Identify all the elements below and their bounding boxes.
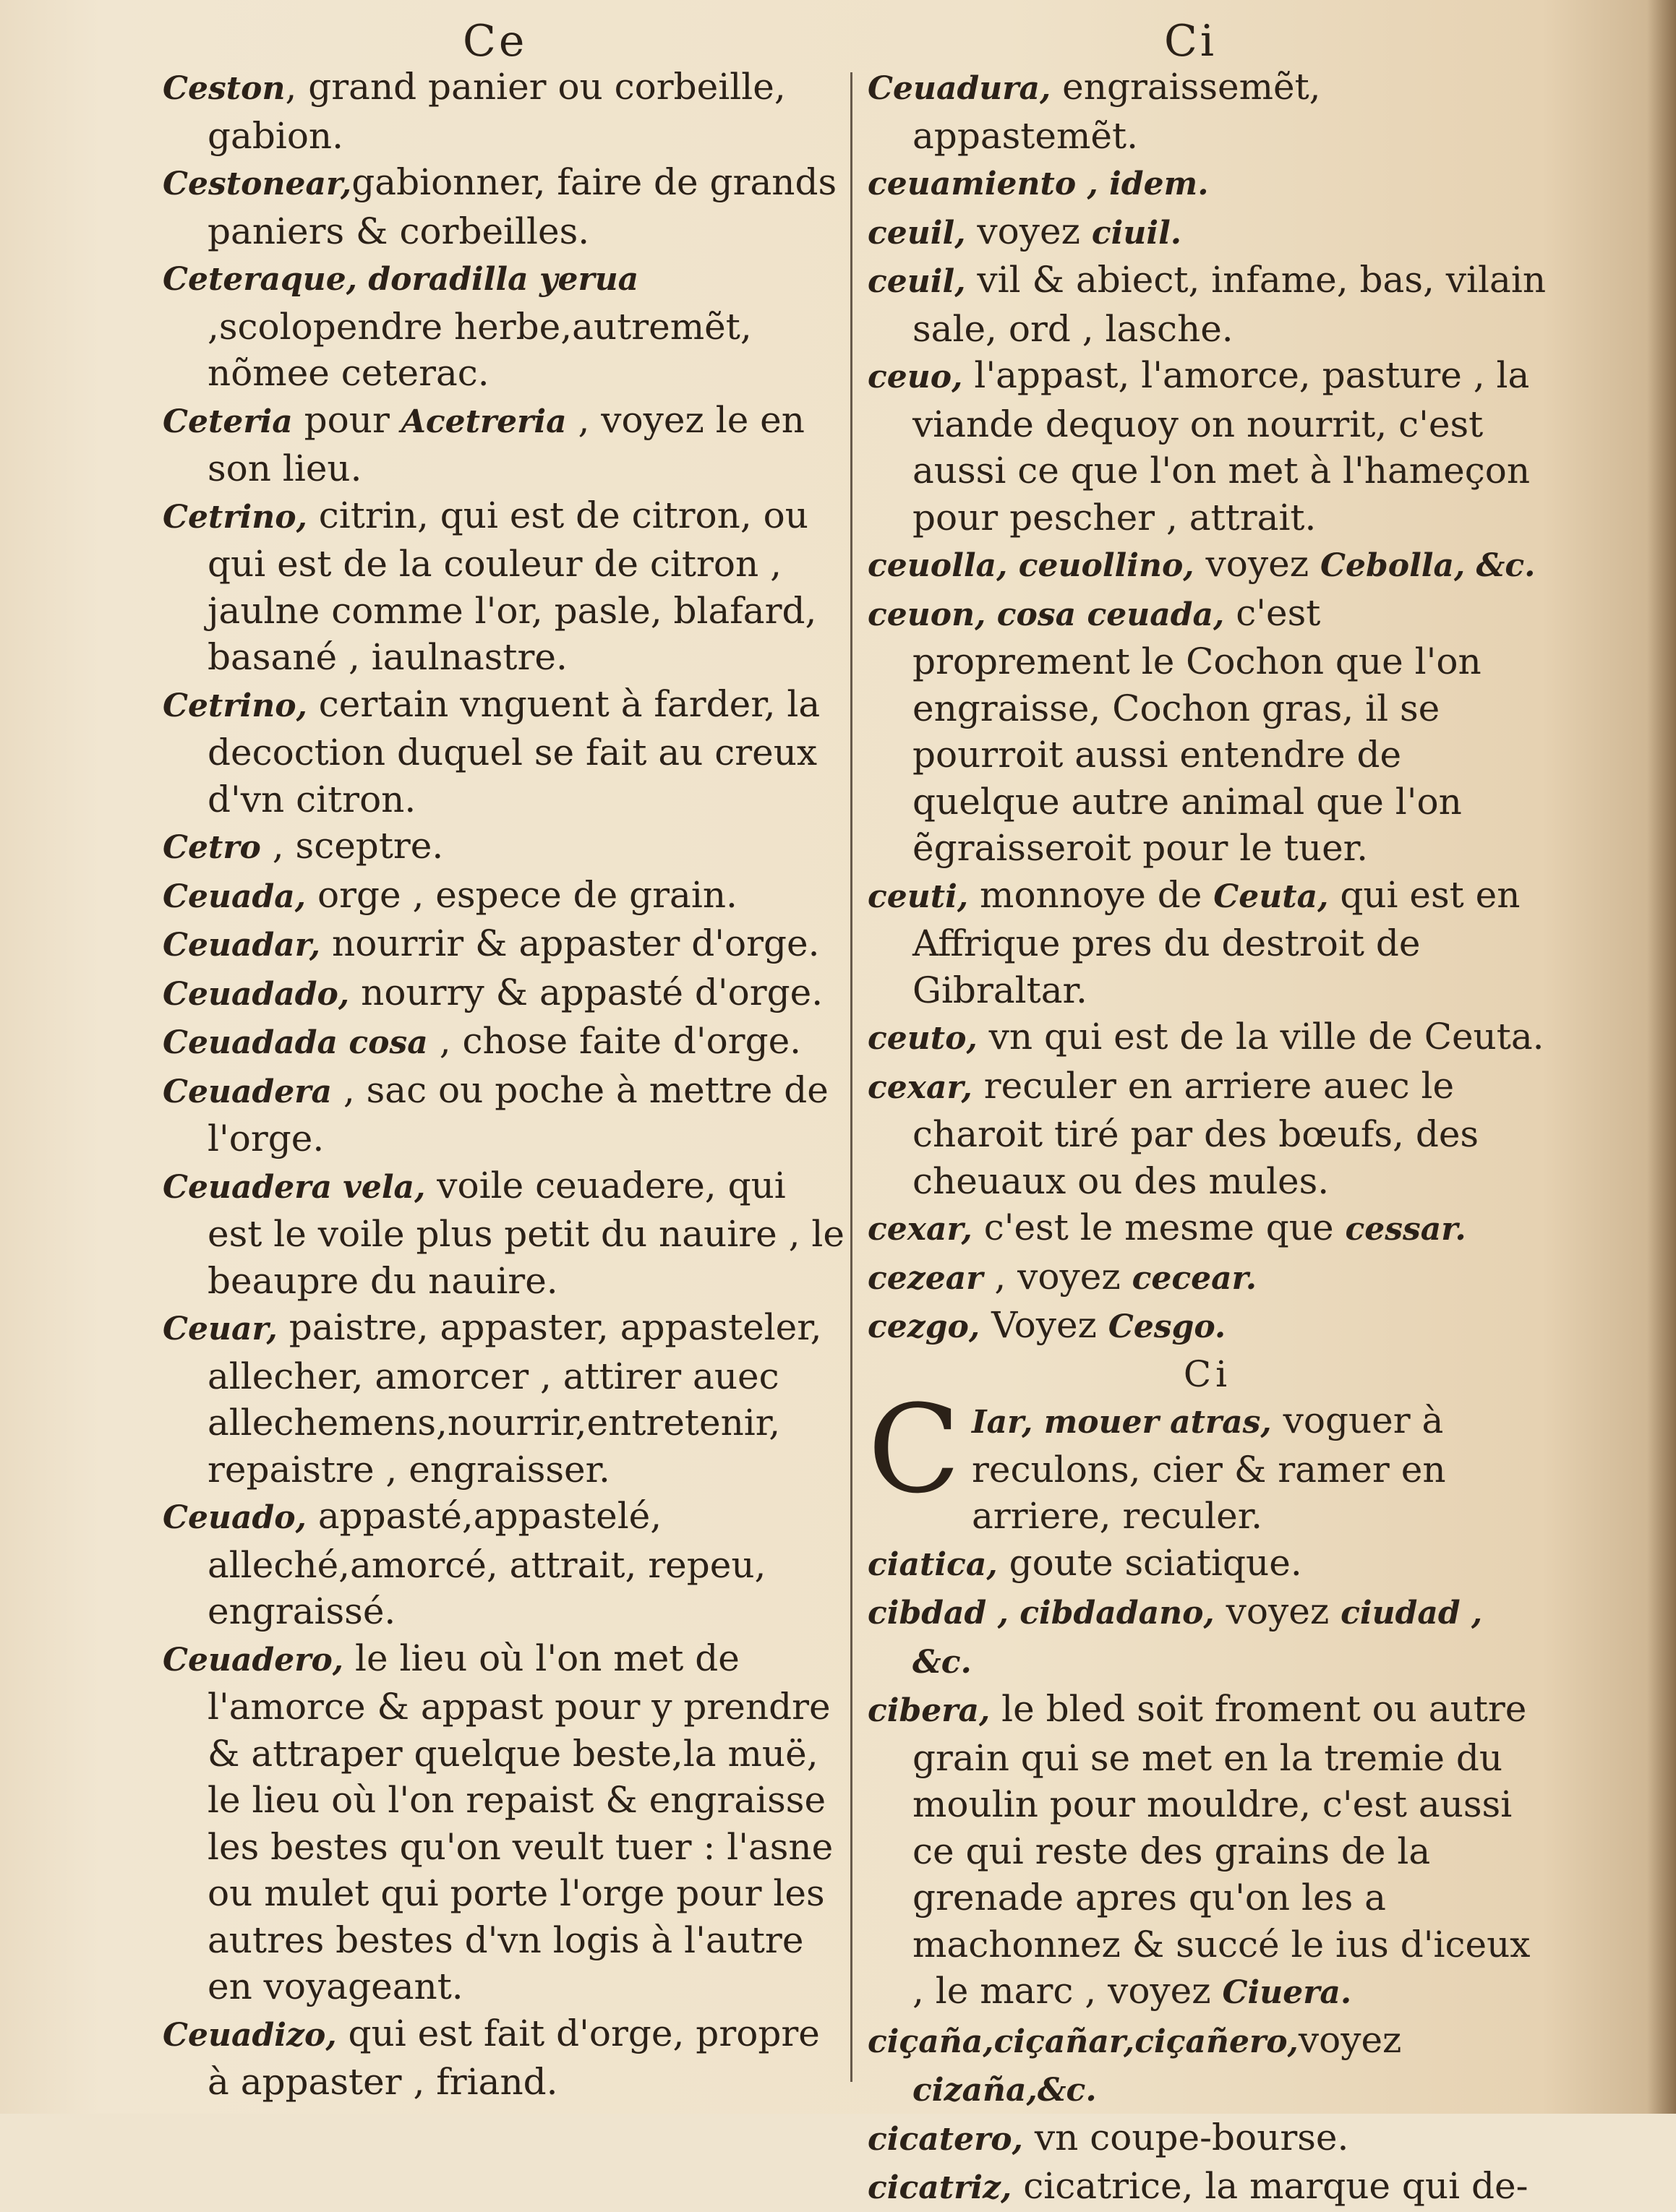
headword: Ceuada, xyxy=(163,878,307,915)
dictionary-entry xyxy=(163,1067,850,1162)
definition: citrin, qui est de citron, ou qui est de la couleur de citron , jaulne comme l'or, pasle, blafard, basané , iaulnastre. xyxy=(208,494,817,678)
headword: cezear xyxy=(868,1259,983,1297)
cross-reference: ciuil. xyxy=(1091,214,1182,252)
dictionary-entry xyxy=(868,1540,1547,1589)
definition: monnoye de xyxy=(968,873,1214,916)
headword: Ceuadero, xyxy=(163,1641,344,1679)
drop-cap-letter: C xyxy=(868,1379,961,1520)
dictionary-entry xyxy=(163,1018,850,1067)
definition: orge , espece de grain. xyxy=(306,873,737,916)
dictionary-entry xyxy=(868,872,1547,1014)
headword: cibera, xyxy=(868,1692,991,1729)
headword: cicatriz, xyxy=(868,2169,1012,2206)
dictionary-entry xyxy=(163,681,850,823)
dictionary-entry xyxy=(163,1162,850,1305)
dictionary-entry xyxy=(868,1686,1547,2017)
definition-tail: , voyez le en son lieu. xyxy=(208,398,805,489)
headword: Cestonear, xyxy=(163,166,352,202)
cross-reference: Cebolla, &c. xyxy=(1320,547,1536,584)
running-head-right: Ci xyxy=(1164,16,1218,67)
definition: ,scolopendre herbe,autremẽt, nõmee ceterac. xyxy=(208,305,752,394)
definition: vn coupe-bourse. xyxy=(1022,2116,1349,2159)
headword: ceuti, xyxy=(868,878,969,915)
definition: gabionner, faire de grands paniers & corbeilles. xyxy=(208,161,837,252)
definition: pour xyxy=(292,398,401,441)
dictionary-entry xyxy=(868,541,1547,590)
dropcap-entry-text xyxy=(912,1397,1547,1540)
running-head-left: Ce xyxy=(463,16,528,67)
dictionary-entry xyxy=(868,208,1547,257)
definition: c'est proprement le Cochon que l'on engraisse, Cochon gras, il se pourroit aussi entendre de quelque autre animal que l'on ẽgraisseroit pour le tuer. xyxy=(912,591,1482,869)
definition: engraissemẽt, appastemẽt. xyxy=(912,66,1321,157)
dictionary-entry xyxy=(163,492,850,681)
dictionary-entry xyxy=(163,1635,850,2010)
headword: Ceuadar, xyxy=(163,927,321,964)
definition: voyez xyxy=(1214,1590,1341,1632)
definition: certain vnguent à farder, la decoction duquel se fait au creux d'vn citron. xyxy=(208,682,821,820)
dictionary-entry xyxy=(163,1493,850,1635)
page-edge-shadow xyxy=(1647,0,1676,2114)
cross-reference: cizaña,&c. xyxy=(912,2072,1097,2109)
dictionary-entry xyxy=(163,969,850,1019)
headword: Ceuadado, xyxy=(163,975,350,1013)
cross-reference: cecear. xyxy=(1132,1259,1257,1297)
dictionary-entry xyxy=(163,254,850,397)
headword: Ceuadada cosa xyxy=(163,1024,428,1061)
dictionary-entry xyxy=(868,352,1547,541)
dictionary-entry xyxy=(868,1013,1547,1063)
definition: voyez xyxy=(965,210,1092,252)
headword: cexar, xyxy=(868,1211,972,1248)
dictionary-entry xyxy=(868,257,1547,352)
dictionary-entry xyxy=(163,64,850,159)
dictionary-entry xyxy=(868,64,1547,159)
definition: goute sciatique. xyxy=(997,1541,1302,1584)
definition-tail: qui est en Affrique pres du destroit de Gibraltar. xyxy=(912,873,1521,1011)
headword: ceuamiento , idem. xyxy=(868,166,1209,202)
definition: voile ceuadere, qui est le voile plus petit du nauire , le beaupre du nauire. xyxy=(208,1164,845,1302)
dictionary-entry xyxy=(163,872,850,921)
headword: Ceteria xyxy=(163,403,293,440)
definition: voguer à reculons, cier & ramer en arriere, reculer. xyxy=(972,1399,1446,1537)
dictionary-entry xyxy=(163,823,850,872)
headword: ceuo, xyxy=(868,359,963,395)
headword: cezgo, xyxy=(868,1308,980,1345)
dictionary-entry xyxy=(868,590,1547,872)
definition: c'est le mesme que xyxy=(972,1206,1346,1248)
definition: qui est fait d'orge, propre à appaster , friand. xyxy=(208,2012,820,2103)
dictionary-entry xyxy=(868,2017,1547,2114)
headword: ceuon, cosa ceuada, xyxy=(868,596,1225,633)
right-column-entries-after xyxy=(868,1540,1547,2212)
headword: Ceston xyxy=(163,70,286,107)
definition: appasté,appastelé, alleché,amorcé, attrait, repeu, engraissé. xyxy=(208,1495,766,1632)
definition: le lieu où l'on met de l'amorce & appast pour y prendre & attraper quelque beste,la muë, le lieu où l'on repaist & engraisse les bestes qu'on veult tuer : l'asne ou mulet qui porte l'orge pour les autres bestes d'vn logis à l'autre en voyageant. xyxy=(208,1637,834,2007)
dictionary-entry xyxy=(868,1063,1547,1205)
definition: , chose faite d'orge. xyxy=(427,1020,802,1062)
headword: Iar, mouer atras, xyxy=(972,1404,1272,1441)
dictionary-entry xyxy=(868,1253,1547,1303)
definition: vil & abiect, infame, bas, vilain sale, ord , lasche. xyxy=(912,259,1547,350)
definition: voyez xyxy=(1298,2018,1402,2061)
definition: vn qui est de la ville de Ceuta. xyxy=(977,1016,1544,1058)
cross-reference: Ciuera. xyxy=(1222,1974,1352,2011)
headword: Ceuadera vela, xyxy=(163,1168,426,1206)
cross-reference: cessar. xyxy=(1345,1211,1466,1248)
definition: paistre, appaster, appasteler, allecher, amorcer , attirer auec allechemens,nourrir,entretenir, repaistre , engraisser. xyxy=(208,1306,822,1491)
definition: , grand panier ou corbeille, gabion. xyxy=(208,66,786,157)
definition: reculer en arriere auec le charoit tiré par des bœufs, des cheuaux ou des mules. xyxy=(912,1064,1479,1202)
right-column-entries xyxy=(868,64,1547,1351)
definition: cicatrice, la marque qui de- xyxy=(1012,2165,1529,2207)
definition: le bled soit froment ou autre grain qui se met en la tremie du moulin pour mouldre, c'est aussi ce qui reste des grains de la grenade apres qu'on les a machonnez & succé le ius d'iceux , le marc , voyez xyxy=(912,1688,1531,2012)
headword: Ceuadizo, xyxy=(163,2016,337,2054)
headword: Ceuadura, xyxy=(868,70,1051,107)
dictionary-entry xyxy=(163,397,850,492)
headword: cicatero, xyxy=(868,2120,1023,2158)
dictionary-entry xyxy=(868,1204,1547,1253)
dictionary-entry xyxy=(868,2114,1547,2164)
headword: Cetrino, xyxy=(163,687,307,724)
headword: ceuil, xyxy=(868,214,966,252)
headword: Ceuadera xyxy=(163,1073,332,1110)
headword: Ceteraque, doradilla yerua xyxy=(163,261,639,298)
definition: voyez xyxy=(1194,543,1320,585)
headword: Ceuar, xyxy=(163,1311,278,1347)
definition: Voyez xyxy=(980,1304,1108,1346)
headword: cexar, xyxy=(868,1068,972,1106)
headword: ceuto, xyxy=(868,1020,978,1057)
definition: , voyez xyxy=(983,1255,1132,1298)
headword: ciatica, xyxy=(868,1546,998,1583)
dictionary-entry xyxy=(868,2163,1547,2212)
headword: cibdad , cibdadano, xyxy=(868,1595,1215,1632)
headword: ciçaña,ciçañar,ciçañero, xyxy=(868,2023,1299,2060)
section-subhead: Ci xyxy=(1183,1353,1232,1395)
cross-reference: Ceuta, xyxy=(1213,878,1329,915)
dictionary-entry xyxy=(163,920,850,969)
definition: nourrir & appaster d'orge. xyxy=(320,922,820,964)
cross-reference: ciudad , &c. xyxy=(912,1595,1483,1681)
right-column xyxy=(868,64,1547,2212)
headword: ceuil, xyxy=(868,263,966,300)
cross-reference: Acetreria xyxy=(401,403,567,440)
headword: Ceuado, xyxy=(163,1499,307,1536)
headword: Cetro xyxy=(163,829,261,866)
definition: , sac ou poche à mettre de l'orge. xyxy=(208,1068,829,1159)
dropcap-entry xyxy=(868,1379,1547,1540)
dictionary-entry xyxy=(868,159,1547,208)
definition: l'appast, l'amorce, pasture , la viande dequoy on nourrit, c'est aussi ce que l'on met à l'hameçon pour pescher , attrait. xyxy=(912,354,1531,539)
dictionary-entry xyxy=(163,2010,850,2106)
left-column xyxy=(163,64,850,2106)
dictionary-entry xyxy=(163,159,850,254)
dictionary-entry xyxy=(868,1588,1547,1686)
headword: ceuolla, ceuollino, xyxy=(868,547,1194,584)
dictionary-entry xyxy=(868,1302,1547,1351)
definition: nourry & appasté d'orge. xyxy=(349,971,824,1013)
dictionary-entry xyxy=(163,1304,850,1493)
column-divider xyxy=(850,72,852,2082)
headword: Cetrino, xyxy=(163,498,307,536)
definition: , sceptre. xyxy=(260,825,444,867)
cross-reference: Cesgo. xyxy=(1108,1308,1226,1345)
